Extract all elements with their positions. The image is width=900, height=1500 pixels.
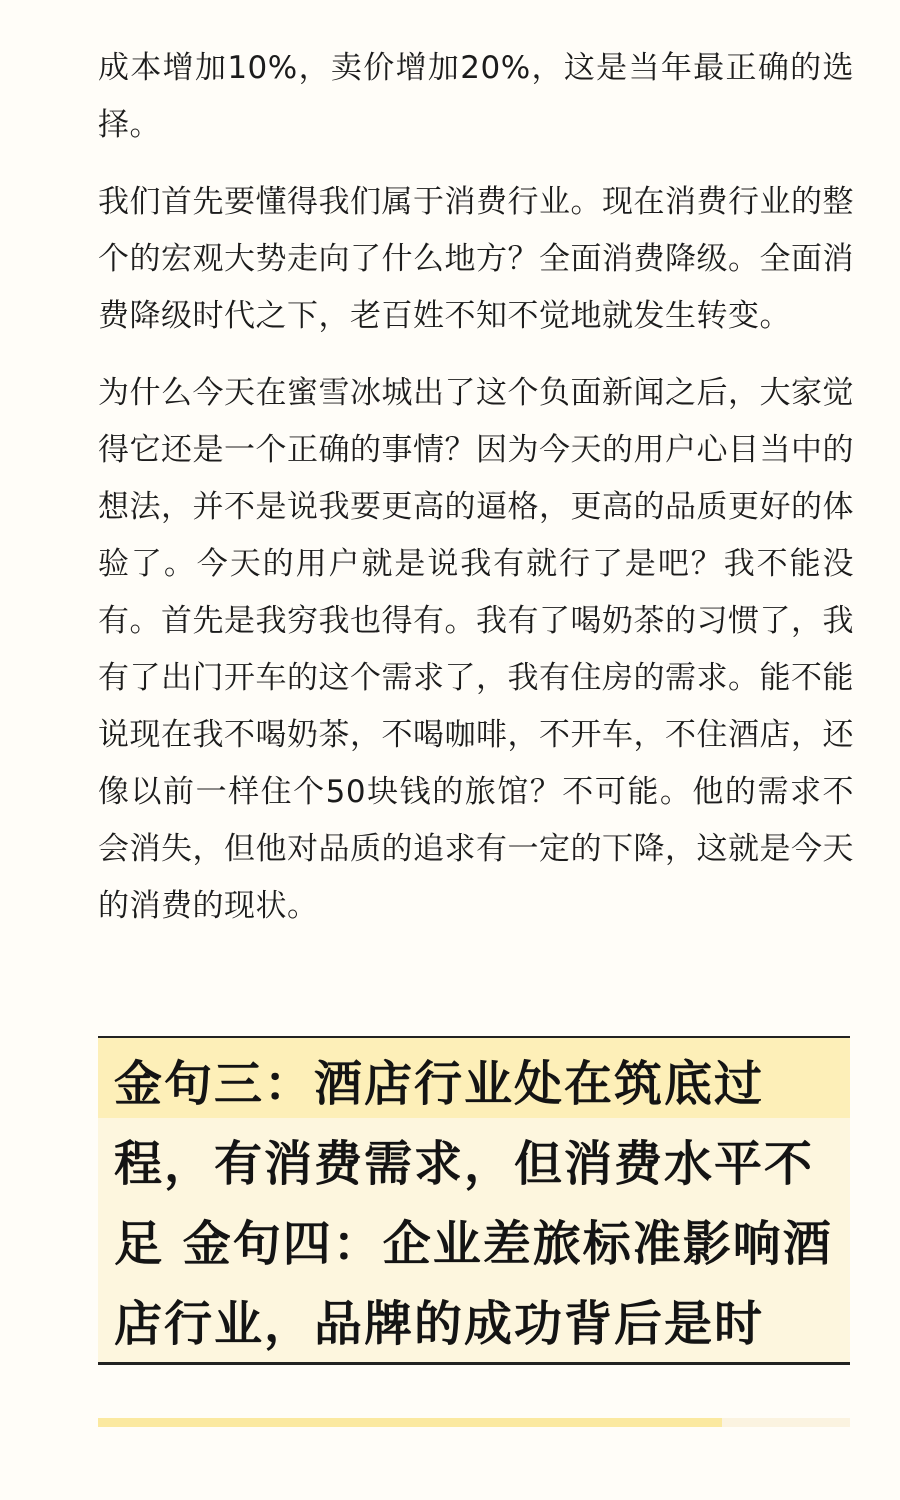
golden-quote-text: 金句三：酒店行业处在筑底过程，有消费需求，但消费水平不足 金句四：企业差旅标准影响酒店行业，品牌的成功背后是时 bbox=[114, 1056, 833, 1352]
paragraph-consumption-industry: 我们首先要懂得我们属于消费行业。现在消费行业的整个的宏观大势走向了什么地方？全面消费降级。全面消费降级时代之下，老百姓不知不觉地就发生转变。 bbox=[98, 184, 854, 334]
reading-progress-fill bbox=[98, 1418, 722, 1427]
reading-progress-bar bbox=[98, 1418, 850, 1427]
paragraph-consumer-mindset: 为什么今天在蜜雪冰城出了这个负面新闻之后，大家觉得它还是一个正确的事情？因为今天的用户心目当中的想法，并不是说我要更高的逼格，更高的品质更好的体验了。今天的用户就是说我有就行了是吧？我不能没有。首先是我穷我也得有。我有了喝奶茶的习惯了，我有了出门开车的这个需求了，我有住房的需求。能不能说现在我不喝奶茶，不喝咖啡，不开车，不住酒店，还像以前一样住个50块钱的旅馆？不可能。他的需求不会消失，但他对品质的追求有一定的下降，这就是今天的消费的现状。 bbox=[98, 375, 854, 924]
golden-quote-block bbox=[98, 1036, 850, 1365]
paragraph-cost: 成本增加10%，卖价增加20%，这是当年最正确的选择。 bbox=[98, 50, 854, 143]
article-body bbox=[98, 40, 854, 955]
